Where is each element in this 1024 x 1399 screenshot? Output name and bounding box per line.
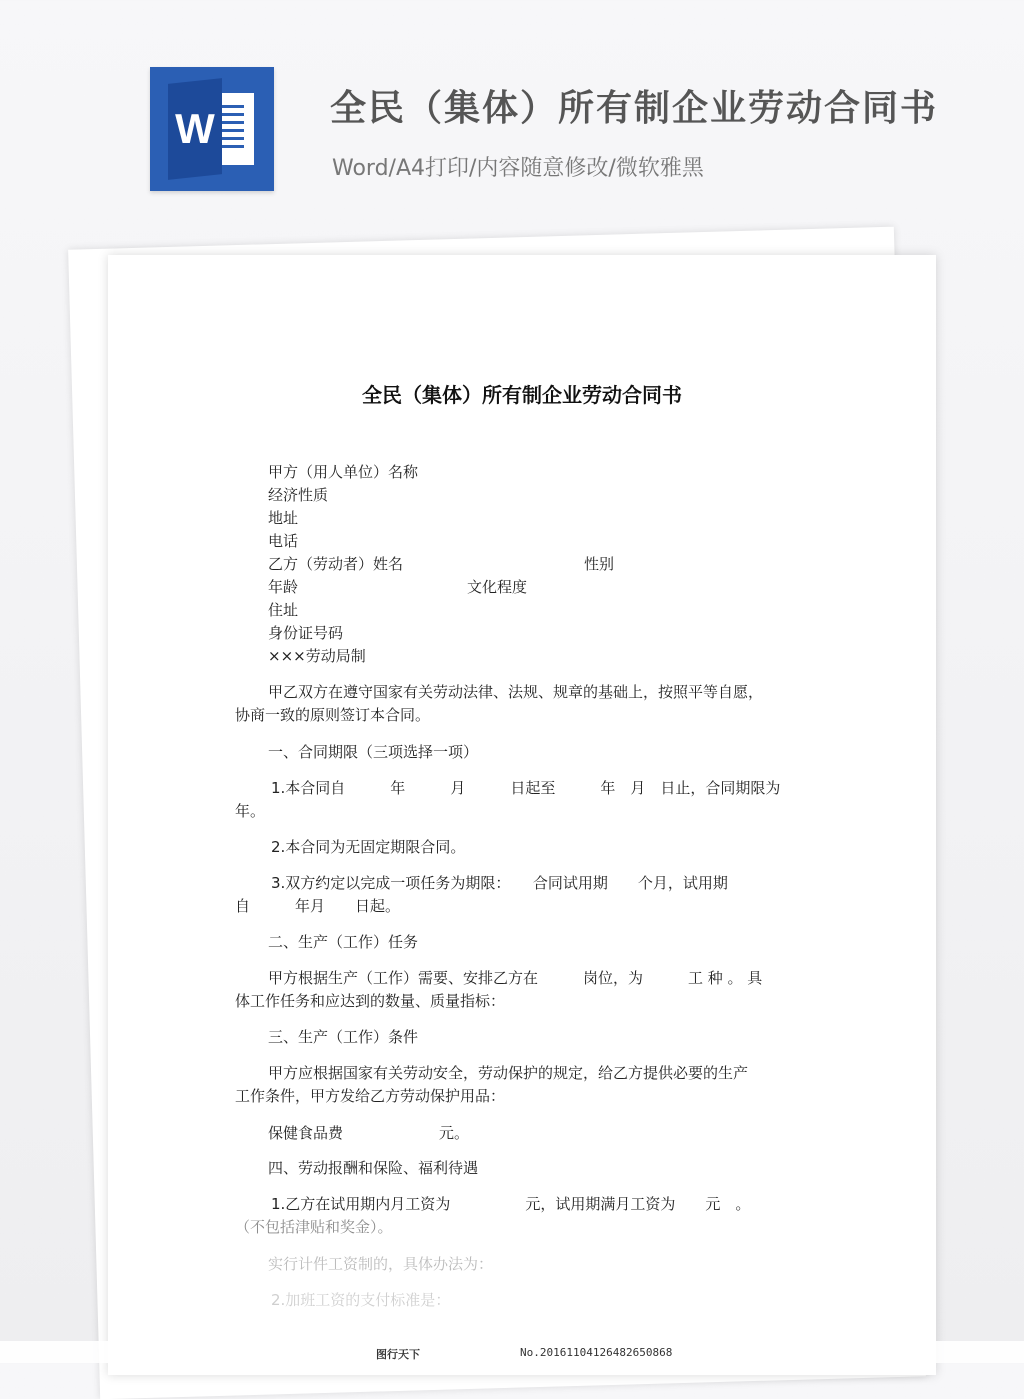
field-education: 文化程度 (467, 578, 528, 596)
word-letter: W (175, 105, 215, 152)
section4-item1: 1.乙方在试用期内月工资为 元，试用期满月工资为 元 。 （不包括津贴和奖金）。 (235, 1195, 751, 1236)
field-address: 地址 (268, 509, 299, 527)
field-id-number: 身份证号码 (268, 624, 344, 642)
field-issuer: ×××劳动局制 (268, 647, 366, 665)
section3-body: 甲方应根据国家有关劳动安全，劳动保护的规定，给乙方提供必要的生产 工作条件，甲方发给乙方劳动保护用品： (235, 1064, 749, 1105)
document-page (108, 255, 936, 1375)
field-residence: 住址 (268, 601, 299, 619)
field-age: 年龄 文化程度 (235, 576, 835, 599)
section4-item2: 2.加班工资的支付标准是： (271, 1291, 451, 1309)
section1-item3: 3.双方约定以完成一项任务为期限： 合同试用期 个月，试用期 自 年月 日起。 (235, 874, 728, 915)
word-file-icon (150, 67, 274, 191)
intro-paragraph: 甲乙双方在遵守国家有关劳动法律、法规、规章的基础上，按照平等自愿， 协商一致的原则签订本合同。 (235, 683, 764, 724)
watermark-number: No.20161104126482650868 (520, 1346, 673, 1359)
field-party-b: 乙方（劳动者）姓名 性别 (235, 553, 835, 576)
field-phone: 电话 (268, 532, 299, 550)
header-subtitle: Word/A4打印/内容随意修改/微软雅黑 (332, 156, 704, 181)
section4-heading: 四、劳动报酬和保险、福利待遇 (268, 1159, 479, 1177)
document-title: 全民（集体）所有制企业劳动合同书 (362, 383, 682, 407)
section1-heading: 一、合同期限（三项选择一项） (268, 743, 479, 761)
section1-item1: 1.本合同自 年 月 日起至 年 月 日止，合同期限为 年。 (235, 779, 781, 820)
watermark-bar (0, 1341, 1024, 1363)
header-title: 全民（集体）所有制企业劳动合同书 (330, 88, 939, 129)
section2-body: 甲方根据生产（工作）需要、安排乙方在 岗位，为 工 种 。 具 体工作任务和应达到的数量、质量指标： (235, 969, 763, 1010)
field-party-a: 甲方（用人单位）名称 (268, 463, 419, 481)
piece-rate-line: 实行计件工资制的，具体办法为： (268, 1255, 494, 1273)
field-economic-nature: 经济性质 (268, 486, 329, 504)
health-fee-line: 保健食品费 元。 (268, 1124, 470, 1142)
section2-heading: 二、生产（工作）任务 (268, 933, 419, 951)
watermark-site: 图行天下 (376, 1348, 420, 1361)
section1-item2: 2.本合同为无固定期限合同。 (271, 838, 466, 856)
section3-heading: 三、生产（工作）条件 (268, 1028, 419, 1046)
field-gender: 性别 (584, 555, 615, 573)
